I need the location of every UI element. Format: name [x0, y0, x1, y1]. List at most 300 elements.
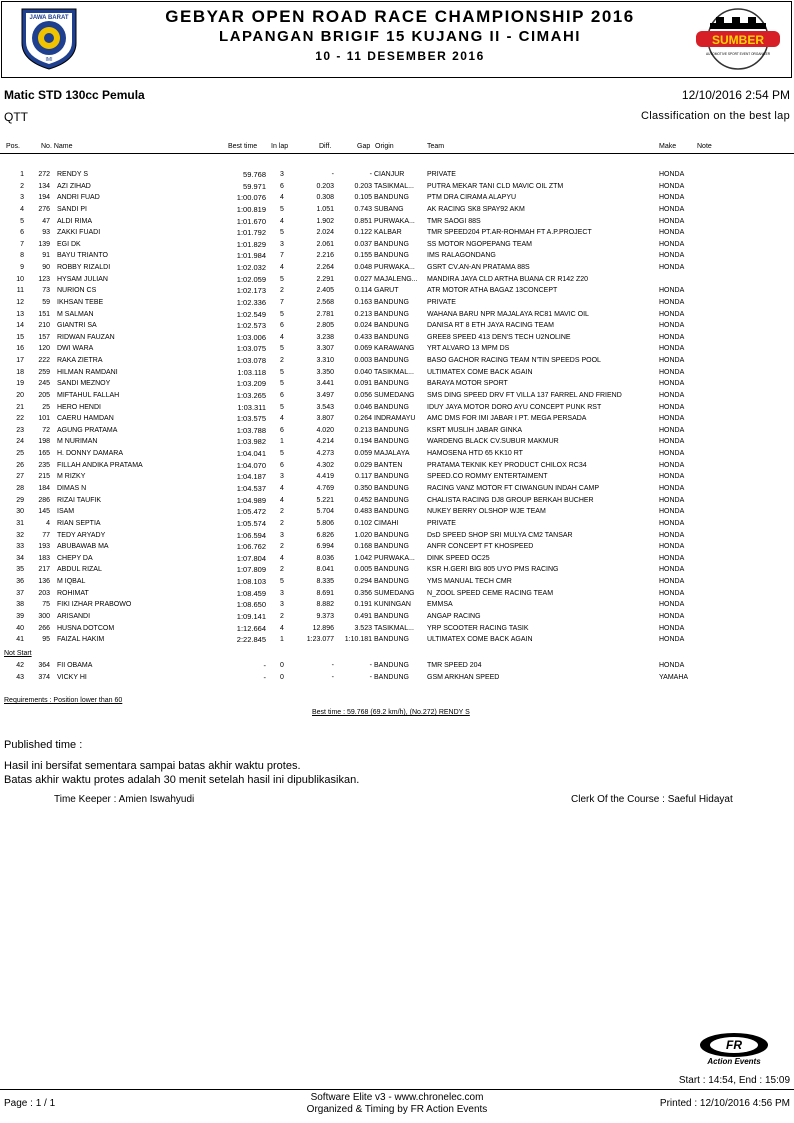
cell-origin: PURWAKA... [374, 217, 415, 225]
cell-make: HONDA [659, 578, 685, 586]
cell-lap: 5 [280, 275, 284, 283]
cell-team: SMS DING SPEED DRV FT VILLA 137 FARREL AND FRIEND [427, 391, 622, 399]
cell-gap: 0.356 [354, 589, 372, 597]
cell-best: 1:08.103 [236, 577, 266, 587]
cell-origin: BANDUNG [374, 612, 410, 620]
cell-best: 1:02.549 [236, 309, 266, 319]
cell-lap: 3 [280, 240, 284, 248]
cell-lap: 5 [280, 380, 284, 388]
cell-diff: 4.020 [316, 426, 334, 434]
col-origin: Origin [375, 143, 394, 150]
cell-diff: 1.051 [316, 205, 334, 213]
cell-diff: - [331, 662, 334, 669]
cell-team: WAHANA BARU NPR MAJALAYA RC81 MAVIC OIL [427, 310, 589, 318]
cell-origin: TASIKMAL... [374, 368, 414, 376]
cell-make: HONDA [659, 531, 685, 539]
cell-origin: GARUT [374, 287, 399, 295]
cell-best: 1:02.336 [236, 297, 266, 307]
cell-origin: BANDUNG [374, 438, 410, 446]
cell-lap: 4 [280, 217, 284, 225]
cell-name: MIFTAHUL FALLAH [57, 391, 120, 399]
cell-pos: 3 [20, 194, 24, 202]
cell-team: CHALISTA RACING DJ8 GROUP BERKAH BUCHER [427, 496, 594, 504]
event-dates: 10 - 11 DESEMBER 2016 [315, 49, 485, 63]
cell-pos: 33 [16, 543, 24, 551]
col-gap: Gap [357, 143, 371, 150]
cell-pos: 31 [16, 519, 24, 527]
cell-make: HONDA [659, 391, 685, 399]
cell-make: HONDA [659, 461, 685, 469]
cell-no: 72 [42, 426, 50, 434]
cell-no: 198 [38, 438, 50, 446]
cell-no: 217 [38, 566, 50, 574]
cell-best: 1:02.173 [236, 286, 266, 296]
cell-diff: 3.807 [316, 415, 334, 423]
cell-team: BARAYA MOTOR SPORT [427, 380, 508, 388]
cell-name: VICKY HI [57, 673, 87, 681]
cell-no: 286 [38, 496, 50, 504]
cell-team: IDUY JAYA MOTOR DORO AYU CONCEPT PUNK RST [427, 403, 602, 411]
cell-lap: 7 [280, 298, 284, 306]
note-line-2: Batas akhir waktu protes adalah 30 menit setelah hasil ini dipublikasikan. [4, 774, 360, 786]
cell-lap: 5 [280, 229, 284, 237]
cell-best: 1:03.075 [236, 344, 266, 354]
cell-team: DsD SPEED SHOP SRI MULYA CM2 TANSAR [427, 531, 573, 539]
cell-pos: 35 [16, 566, 24, 574]
table-row [0, 216, 794, 227]
cell-best: 1:03.078 [236, 356, 266, 366]
cell-make: HONDA [659, 287, 685, 295]
cell-origin: BANDUNG [374, 578, 410, 586]
cell-no: 194 [38, 194, 50, 202]
cell-lap: 5 [280, 450, 284, 458]
table-row [0, 564, 794, 575]
cell-make: HONDA [659, 240, 685, 248]
table-row [0, 227, 794, 238]
cell-best: 1:03.118 [237, 367, 266, 377]
cell-pos: 9 [20, 264, 24, 272]
table-row [0, 530, 794, 541]
cell-no: 259 [38, 368, 50, 376]
cell-pos: 24 [16, 438, 24, 446]
cell-team: YMS MANUAL TECH CMR [427, 578, 512, 586]
table-row [0, 250, 794, 261]
cell-gap: 0.163 [354, 298, 372, 306]
cell-pos: 23 [16, 426, 24, 434]
table-row [0, 553, 794, 564]
cell-team: DINK SPEED OC25 [427, 554, 490, 562]
cell-team: HAMOSENA HTD 65 KK10 RT [427, 450, 523, 458]
cell-best: 1:07.804 [236, 553, 266, 563]
cell-best: 1:03.311 [237, 402, 266, 412]
cell-best: 1:06.594 [236, 530, 266, 540]
cell-diff: 3.441 [316, 380, 334, 388]
cell-name: NURION CS [57, 287, 97, 295]
cell-make: HONDA [659, 345, 685, 353]
cell-no: 165 [38, 450, 50, 458]
col-diff: Diff. [319, 143, 332, 150]
cell-make: HONDA [659, 473, 685, 481]
cell-origin: KUNINGAN [374, 601, 411, 609]
cell-team: RACING VANZ MOTOR FT CIWANGUN INDAH CAMP [427, 485, 600, 492]
cell-team: ANGAP RACING [427, 612, 481, 620]
left-logo-text: JAWA BARAT [29, 15, 69, 21]
cell-origin: TASIKMAL... [374, 624, 414, 632]
cell-origin: BANDUNG [374, 252, 410, 260]
cell-diff: 6.826 [316, 531, 334, 539]
cell-name: ZAKKI FUADI [57, 229, 101, 237]
cell-name: AGUNG PRATAMA [57, 426, 118, 434]
cell-team: ULTIMATEX COME BACK AGAIN [427, 368, 533, 376]
left-logo-bottom: IMI [45, 57, 53, 63]
cell-team: WARDENG BLACK CV.SUBUR MAKMUR [427, 438, 559, 446]
cell-best: 59.768 [243, 170, 266, 179]
table-row [0, 623, 794, 634]
cell-pos: 19 [16, 380, 24, 388]
cell-pos: 5 [20, 217, 24, 225]
cell-lap: 4 [280, 496, 284, 504]
cell-pos: 39 [16, 612, 24, 620]
cell-diff: 4.419 [316, 473, 334, 481]
table-row [0, 518, 794, 529]
cell-no: 134 [38, 182, 50, 190]
cell-name: AZI ZIHAD [57, 182, 91, 190]
best-time-note: Best time : 59.768 (69.2 km/h), (No.272) RENDY S [312, 709, 470, 716]
cell-name: FIKI IZHAR PRABOWO [57, 601, 132, 609]
table-row [0, 541, 794, 552]
cell-gap: 0.203 [354, 182, 372, 190]
cell-diff: 8.041 [316, 566, 334, 574]
cell-team: SS MOTOR NGOPEPANG TEAM [427, 240, 533, 248]
cell-make: HONDA [659, 426, 685, 434]
table-row [0, 390, 794, 401]
table-row [0, 471, 794, 482]
cell-name: RENDY S [57, 171, 88, 178]
cell-gap: 0.168 [354, 543, 372, 551]
cell-lap: 2 [280, 543, 284, 551]
cell-gap: 0.048 [354, 264, 372, 272]
cell-make: HONDA [659, 322, 685, 330]
cell-best: 1:02.032 [236, 263, 266, 273]
col-inlap: In lap [271, 143, 289, 150]
cell-best: 59.971 [243, 181, 266, 191]
cell-diff: 8.335 [316, 578, 334, 586]
table-row [0, 332, 794, 343]
cell-origin: INDRAMAYU [374, 415, 416, 423]
table-row [0, 309, 794, 320]
cell-make: HONDA [659, 357, 685, 365]
cell-origin: MAJALENG... [374, 275, 418, 283]
cell-lap: 4 [280, 333, 284, 341]
cell-gap: - [369, 171, 372, 178]
cell-make: HONDA [659, 624, 685, 632]
cell-origin: SUMEDANG [374, 391, 415, 399]
table-row [0, 274, 794, 285]
cell-pos: 28 [16, 485, 24, 492]
cell-make: HONDA [659, 333, 685, 341]
cell-make: HONDA [659, 298, 685, 306]
cell-no: 91 [42, 252, 50, 260]
cell-name: CHEPY DA [57, 554, 93, 562]
cell-no: 276 [38, 205, 50, 213]
cell-origin: PURWAKA... [374, 264, 415, 272]
sumber-logo [690, 7, 786, 71]
note-line-1: Hasil ini bersifat sementara sampai batas akhir waktu protes. [4, 760, 301, 772]
cell-diff: 2.781 [316, 310, 334, 318]
cell-lap: 4 [280, 415, 284, 423]
cell-origin: BANDUNG [374, 333, 410, 341]
cell-origin: SUBANG [374, 205, 404, 213]
cell-diff: 3.350 [316, 368, 334, 376]
cell-pos: 29 [16, 496, 24, 504]
cell-lap: 7 [280, 252, 284, 260]
cell-pos: 13 [16, 310, 24, 318]
cell-gap: 0.350 [354, 485, 372, 492]
cell-gap: 0.069 [354, 345, 372, 353]
cell-make: HONDA [659, 450, 685, 458]
cell-name: BAYU TRIANTO [57, 252, 108, 260]
cell-gap: 0.194 [354, 438, 372, 446]
cell-diff: 6.994 [316, 543, 334, 551]
cell-diff: 2.568 [316, 298, 334, 306]
cell-diff: 1:23.077 [306, 636, 334, 644]
cell-team: TMR SAOGI 88S [427, 217, 481, 225]
cell-team: IMS RALAGONDANG [427, 252, 496, 260]
cell-pos: 40 [16, 624, 24, 632]
cell-no: 95 [42, 636, 50, 644]
table-row [0, 192, 794, 203]
cell-name: H. DONNY DAMARA [57, 450, 123, 458]
table-row [0, 413, 794, 424]
cell-gap: 0.452 [354, 496, 372, 504]
cell-origin: KALBAR [374, 229, 402, 237]
footer-rule [0, 1089, 794, 1090]
cell-team: EMMSA [427, 601, 453, 609]
table-row [0, 588, 794, 599]
cell-name: RAKA ZIETRA [57, 357, 103, 365]
table-row [0, 378, 794, 389]
cell-diff: 5.221 [316, 496, 334, 504]
cell-no: 90 [42, 264, 50, 272]
cell-best: 1:02.059 [236, 274, 266, 284]
cell-name: DWI WARA [57, 345, 94, 353]
cell-diff: 3.307 [316, 345, 334, 353]
cell-pos: 18 [16, 368, 24, 376]
cell-best: 1:08.650 [236, 600, 266, 610]
cell-make: HONDA [659, 554, 685, 562]
col-pos: Pos. [6, 143, 21, 150]
cell-name: HYSAM JULIAN [57, 275, 108, 283]
published-time: Published time : [4, 739, 83, 751]
cell-gap: 0.056 [354, 391, 372, 399]
cell-diff: 5.806 [316, 519, 334, 527]
table-row [0, 402, 794, 413]
cell-best: 1:00.819 [236, 204, 266, 214]
cell-name: ALDI RIMA [57, 217, 93, 225]
cell-gap: 1.020 [354, 531, 372, 539]
table-row [0, 262, 794, 273]
cell-lap: 1 [280, 438, 284, 446]
cell-no: 183 [38, 554, 50, 562]
cell-best: 1:09.141 [236, 611, 266, 621]
cell-pos: 41 [16, 636, 24, 644]
cell-pos: 6 [20, 229, 24, 237]
clerk-of-course: Clerk Of the Course : Saeful Hidayat [571, 794, 733, 805]
cell-gap: 0.046 [354, 403, 372, 411]
table-row [0, 181, 794, 192]
cell-origin: TASIKMAL... [374, 182, 414, 190]
cell-name: ISAM [57, 508, 75, 516]
cell-diff: 8.882 [316, 601, 334, 609]
cell-team: KSRT MUSLIH JABAR GINKA [427, 426, 523, 434]
cell-team: PTM DRA CIRAMA ALAPYU [427, 194, 517, 202]
cell-origin: BANDUNG [374, 485, 410, 492]
cell-origin: BANDUNG [374, 531, 410, 539]
cell-no: 73 [42, 287, 50, 295]
cell-make: HONDA [659, 636, 685, 644]
event-venue: LAPANGAN BRIGIF 15 KUJANG II - CIMAHI [219, 28, 581, 45]
cell-diff: 1.902 [316, 217, 334, 225]
cell-no: 47 [42, 217, 50, 225]
cell-gap: 0.743 [354, 205, 372, 213]
cell-make: HONDA [659, 612, 685, 620]
cell-gap: 0.851 [354, 217, 372, 225]
cell-origin: BANDUNG [374, 508, 410, 516]
cell-best: 1:03.265 [236, 390, 266, 400]
cell-best: 1:01.829 [236, 239, 266, 249]
cell-gap: 1.042 [354, 554, 372, 562]
cell-pos: 8 [20, 252, 24, 260]
cell-best: 1:05.472 [236, 507, 266, 517]
classification-mode: Classification on the best lap [640, 110, 790, 122]
cell-pos: 36 [16, 578, 24, 586]
table-row [0, 448, 794, 459]
cell-lap: 3 [280, 601, 284, 609]
cell-best: 1:04.070 [236, 460, 266, 470]
cell-diff: 3.238 [316, 333, 334, 341]
cell-diff: 2.024 [316, 229, 334, 237]
cell-best: 1:04.041 [236, 449, 266, 459]
cell-gap: - [369, 662, 372, 669]
cell-pos: 17 [16, 357, 24, 365]
table-row [0, 285, 794, 296]
cell-team: NUKEY BERRY OLSHOP WJE TEAM [427, 508, 546, 516]
cell-lap: 6 [280, 391, 284, 399]
cell-lap: 3 [280, 473, 284, 481]
organizer-credit: Organized & Timing by FR Action Events [306, 1104, 488, 1115]
cell-name: CAERU HAMDAN [57, 415, 114, 423]
table-row [0, 169, 794, 180]
cell-lap: 1 [280, 636, 284, 644]
cell-pos: 32 [16, 531, 24, 539]
col-team: Team [427, 143, 445, 150]
col-make: Make [659, 143, 677, 150]
cell-lap: 4 [280, 485, 284, 492]
cell-name: ANDRI FUAD [57, 194, 100, 202]
table-row [0, 660, 794, 671]
cell-team: PRIVATE [427, 519, 456, 527]
cell-make: HONDA [659, 543, 685, 551]
cell-pos: 34 [16, 554, 24, 562]
cell-best: 1:03.575 [236, 414, 266, 424]
cell-best: 1:06.762 [236, 542, 266, 552]
cell-make: YAMAHA [659, 673, 689, 681]
cell-name: FII OBAMA [57, 662, 93, 669]
cell-gap: 0.091 [354, 380, 372, 388]
cell-name: GIANTRI SA [57, 322, 97, 330]
cell-lap: 4 [280, 624, 284, 632]
cell-no: 210 [38, 322, 50, 330]
cell-name: FILLAH ANDIKA PRATAMA [57, 461, 143, 469]
cell-no: 59 [42, 298, 50, 306]
cell-team: GREE8 SPEED 413 DEN'S TECH U2NOLINE [427, 333, 571, 341]
cell-diff: 2.405 [316, 287, 334, 295]
cell-gap: 0.059 [354, 450, 372, 458]
cell-no: 145 [38, 508, 50, 516]
cell-lap: 6 [280, 322, 284, 330]
cell-team: PRATAMA TEKNIK KEY PRODUCT CHILOX RC34 [427, 461, 587, 469]
cell-team: PUTRA MEKAR TANI CLD MAVIC OIL ZTM [427, 182, 564, 190]
cell-no: 101 [38, 415, 50, 423]
cell-pos: 2 [20, 182, 24, 190]
cell-origin: BANDUNG [374, 426, 410, 434]
cell-diff: 0.308 [316, 194, 334, 202]
cell-gap: 0.117 [355, 473, 372, 481]
cell-diff: 4.769 [316, 485, 334, 492]
cell-best: 1:05.574 [236, 518, 266, 528]
cell-diff: 2.216 [316, 252, 334, 260]
table-row [0, 599, 794, 610]
cell-pos: 21 [16, 403, 24, 411]
cell-gap: 3.523 [354, 624, 372, 632]
cell-origin: CIANJUR [374, 171, 405, 178]
cell-lap: 6 [280, 461, 284, 469]
cell-best: - [263, 661, 266, 670]
cell-gap: 1:10.181 [344, 636, 372, 644]
cell-no: 203 [38, 589, 50, 597]
not-start-label: Not Start [4, 650, 32, 657]
cell-pos: 25 [16, 450, 24, 458]
cell-name: SANDI PI [57, 205, 87, 213]
cell-lap: 0 [280, 662, 284, 669]
cell-name: M IQBAL [57, 578, 86, 586]
cell-lap: 5 [280, 578, 284, 586]
cell-make: HONDA [659, 508, 685, 516]
cell-best: 1:01.984 [236, 251, 266, 261]
cell-make: HONDA [659, 264, 685, 272]
cell-gap: 0.029 [354, 461, 372, 469]
cell-diff: 5.704 [316, 508, 334, 516]
cell-diff: 2.264 [316, 264, 334, 272]
cell-lap: 4 [280, 264, 284, 272]
cell-origin: BANDUNG [374, 566, 410, 574]
cell-lap: 6 [280, 182, 284, 190]
cell-make: HONDA [659, 368, 685, 376]
event-title: GEBYAR OPEN ROAD RACE CHAMPIONSHIP 2016 [165, 7, 635, 26]
cell-pos: 37 [16, 589, 24, 597]
cell-make: HONDA [659, 171, 685, 178]
race-datetime: 12/10/2016 2:54 PM [681, 88, 790, 102]
cell-best: 1:07.809 [236, 565, 266, 575]
cell-lap: 0 [280, 673, 284, 681]
cell-gap: 0.105 [354, 194, 372, 202]
cell-no: 120 [38, 345, 50, 353]
cell-origin: BANDUNG [374, 673, 410, 681]
header-rule [0, 153, 794, 154]
cell-best: 1:00.076 [236, 193, 266, 203]
cell-origin: PURWAKA... [374, 554, 415, 562]
requirements: Requirements : Position lower than 60 [4, 697, 123, 704]
